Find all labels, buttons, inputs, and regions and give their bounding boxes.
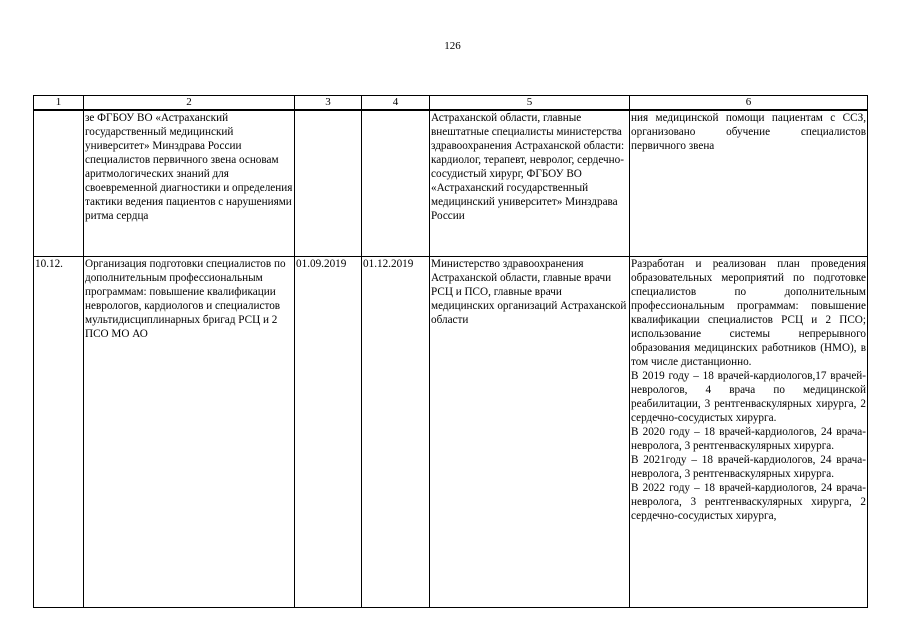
activity-cell: зе ФГБОУ ВО «Астраханский государственный медицинский университет» Минздрава России специалистов первичного звена основам аритмологических знаний для своевременной диагностики и определения тактики ведения пациентов с нарушениями ритма сердца xyxy=(84,110,295,257)
start-date-cell xyxy=(295,110,362,257)
column-header: 5 xyxy=(430,96,630,111)
result-cell xyxy=(630,110,868,257)
column-header: 1 xyxy=(34,96,84,111)
table-row xyxy=(34,110,868,257)
row-number-cell xyxy=(34,110,84,257)
result-cell xyxy=(630,257,868,608)
result-paragraph: В 2022 году – 18 врачей-кардиологов, 24 врача-невролога, 3 рентгенваскулярных хирурга, 2 сердечно-сосудистых хирурга, xyxy=(631,482,866,522)
result-paragraph: Разработан и реализован план проведения образовательных мероприятий по подготовке специалистов по дополнительным профессиональным программам: повышение квалификации специалистов РСЦ и 2 ПСО; использование системы непрерывного образования медицинских работников (НМО), в том числе дистанционно. xyxy=(631,258,866,368)
column-header: 2 xyxy=(84,96,295,111)
row-number-cell: 10.12. xyxy=(34,257,84,608)
column-header: 4 xyxy=(362,96,430,111)
column-header: 3 xyxy=(295,96,362,111)
result-paragraph: В 2020 году – 18 врачей-кардиологов, 24 врача-невролога, 3 рентгенваскулярных хирурга. xyxy=(631,426,866,452)
responsible-cell: Астраханской области, главные внештатные специалисты министерства здравоохранения Астраханской области: кардиолог, терапевт, невролог, сердечно-сосудистый хирург, ФГБОУ ВО «Астраханский государственный медицинский университет» Минздрава России xyxy=(430,110,630,257)
table-row xyxy=(34,257,868,608)
result-paragraph: В 2019 году – 18 врачей-кардиологов,17 врачей-неврологов, 4 врача по медицинской реабилитации, 3 рентгенваскулярных хирурга, 2 сердечно-сосудистых хирурга. xyxy=(631,370,866,424)
table-header-row xyxy=(34,96,868,111)
end-date-cell: 01.12.2019 xyxy=(362,257,430,608)
result-paragraph: В 2021году – 18 врачей-кардиологов, 24 врача-невролога, 3 рентгенваскулярных хирурга. xyxy=(631,454,866,480)
end-date-cell xyxy=(362,110,430,257)
column-header: 6 xyxy=(630,96,868,111)
page-number: 126 xyxy=(444,40,461,52)
activity-cell: Организация подготовки специалистов по дополнительным профессиональным программам: повышение квалификации неврологов, кардиологов и специалистов мультидисциплинарных бригад РСЦ и 2 ПСО МО АО xyxy=(84,257,295,608)
start-date-cell: 01.09.2019 xyxy=(295,257,362,608)
plan-table xyxy=(33,95,868,608)
result-paragraph: ния медицинской помощи пациентам с ССЗ, организовано обучение специалистов первичного звена xyxy=(631,112,866,152)
responsible-cell: Министерство здравоохранения Астраханской области, главные врачи РСЦ и ПСО, главные врачи медицинских организаций Астраханской области xyxy=(430,257,630,608)
